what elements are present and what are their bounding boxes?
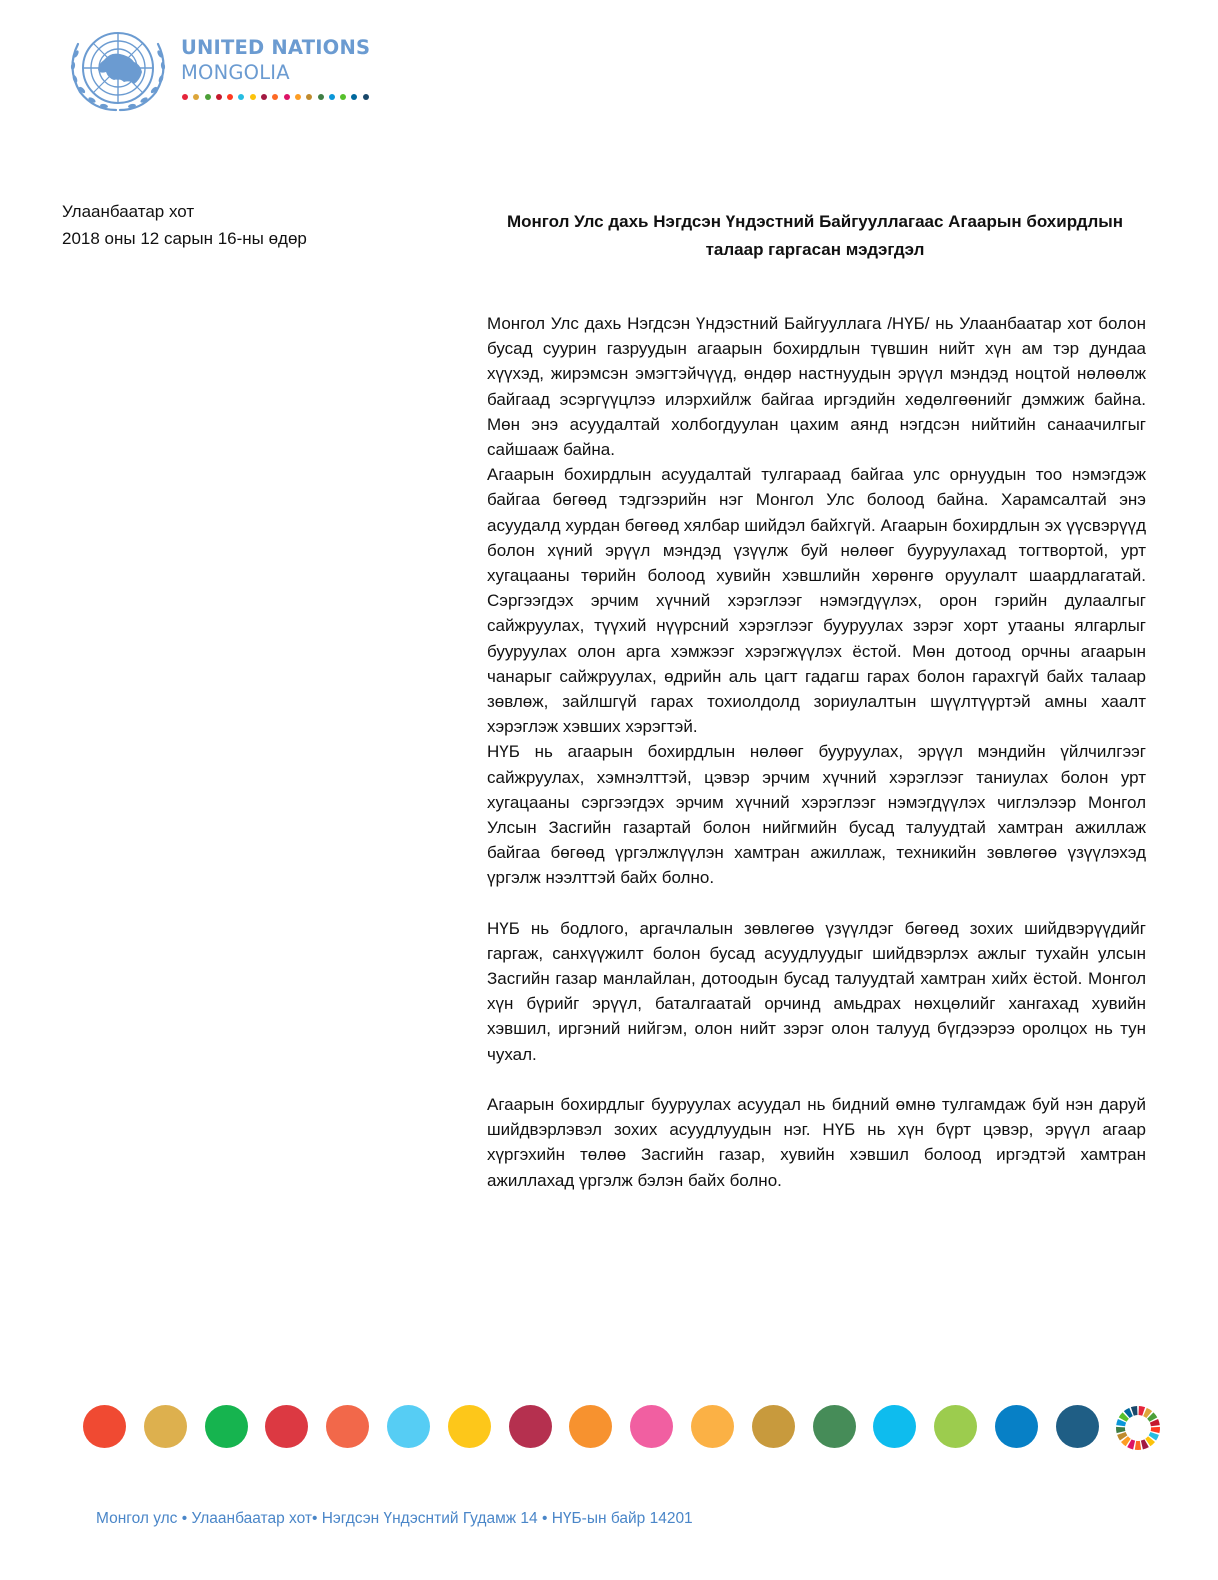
sdg-wheel-segment [1150,1427,1159,1433]
sdg-circles-row [83,1405,1173,1451]
sdg-circle [326,1405,369,1448]
paragraph-3: НҮБ нь агаарын бохирдлын нөлөөг бууруулах, эрүүл мэндийн үйлчилгээг сайжруулах, хэмнэлттэй, цэвэр эрчим хүчний хэрэглээг таниулах болон урт хугацааны сэргээгдэх эрчим хүчний хэрэглээг нэмэгдүүлэх чиглэлээр Монгол Улсын Засгийн газартай болон нийгмийн бусад талуудтай хамтран ажиллаж байгаа бөгөөд үргэлжлүүлэн хамтран ажиллаж, техникийн зөвлөгөө үзүүлэхэд үргэлж нээлттэй байх болно. [487,742,1146,888]
sdg-circle [265,1405,308,1448]
sdg-dot-small [193,94,199,100]
un-emblem-icon [64,24,172,116]
sdg-circle [205,1405,248,1448]
sdg-circle [752,1405,795,1448]
logo-title: UNITED NATIONS [181,36,371,59]
sdg-dot-small [182,94,188,100]
sdg-circle [509,1405,552,1448]
paragraph-2: Агаарын бохирдлын асуудалтай тулгараад байгаа улс орнуудын тоо нэмэгдэж байгаа бөгөөд тэдгээрийн нэг Монгол Улс болоод байна. Харамсалтай энэ асуудалд хурдан бөгөөд хялбар шийдэл байхгүй. Агаарын бохирдлын эх үүсвэрүүд болон хүний эрүүл мэндэд үзүүлж буй нөлөөг бууруулахад тогтвортой, урт хугацааны төрийн болоод хувийн хэвшлийн хөрөнгө оруулалт шаардлагатай. Сэргээгдэх эрчим хүчний хэрэглээг нэмэгдүүлэх, орон гэрийн дулаалгыг сайжруулах, түүхий нүүрсний хэрэглээг бууруулах зэрэг хорт утааны ялгарлыг бууруулах олон арга хэмжээг хэрэгжүүлэх ёстой. Мөн дотоод орчны агаарын чанарыг сайжруулах, өдрийн аль цагт гадагш гарах болон гарахгүй байх талаар зөвлөж, зайлшгүй гарах тохиолдолд зориулалтын шүүлтүүртэй амны хаалт хэрэглэж хэвших хэрэгтэй. [487,465,1146,737]
paragraph-1: Монгол Улс дахь Нэгдсэн Үндэстний Байгууллага /НҮБ/ нь Улаанбаатар хот болон бусад суурин газруудын агаарын бохирдлын түвшин нийт хүн ам тэр дундаа хүүхэд, жирэмсэн эмэгтэйчүүд, өндөр настнуудын эрүүл мэндэд ноцтой нөлөөлж байгаад эсэргүүцлээ илэрхийлж байгаа иргэдийн хөдөлгөөнийг дэмжиж байна. Мөн энэ асуудалтай холбогдуулан цахим аянд нэгдсэн нийтийн санаачилгыг сайшааж байна. [487,314,1146,460]
sdg-dot-small [351,94,357,100]
document-title [470,208,1160,264]
title-line-2: талаар гаргасан мэдэгдэл [705,240,925,259]
sdg-circle [448,1405,491,1448]
sdg-circle [1056,1405,1099,1448]
sdg-circle [934,1405,977,1448]
footer-address: Монгол улс • Улаанбаатар хот• Нэгдсэн Үндэснтий Гудамж 14 • НҮБ-ын байр 14201 [96,1510,693,1527]
date-label: 2018 оны 12 сарын 16-ны өдөр [62,229,307,248]
sdg-circle [995,1405,1038,1448]
sdg-wheel-segment [1116,1427,1125,1433]
sdg-dot-small [238,94,244,100]
sdg-circle [144,1405,187,1448]
sdg-circle [691,1405,734,1448]
sdg-circle [630,1405,673,1448]
paragraph-5: Агаарын бохирдлыг бууруулах асуудал нь бидний өмнө тулгамдаж буй нэн даруй шийдвэрлэвэл зохих асуудлуудын нэг. НҮБ нь хүн бүрт цэвэр, эрүүл агаар хүргэхийн төлөө Засгийн газар, хувийн хэвшил болоод иргэдтэй хамтран ажиллахад үргэлж бэлэн байх болно. [487,1094,1146,1190]
sdg-dot-small [216,94,222,100]
sdg-circle [387,1405,430,1448]
un-mongolia-logo [64,24,384,116]
sdg-dot-small [250,94,256,100]
sdg-color-dots [182,94,369,100]
sdg-circle [873,1405,916,1448]
sdg-dot-small [272,94,278,100]
sdg-circle [813,1405,856,1448]
sdg-dot-small [340,94,346,100]
sdg-dot-small [205,94,211,100]
sdg-dot-small [318,94,324,100]
place-date-block [62,198,307,252]
sdg-dot-small [284,94,290,100]
sdg-dot-small [329,94,335,100]
sdg-circle [569,1405,612,1448]
title-line-1: Монгол Улс дахь Нэгдсэн Үндэстний Байгууллагаас Агаарын бохирдлын [506,212,1124,231]
sdg-circle [83,1405,126,1448]
city-label: Улаанбаатар хот [62,202,195,221]
logo-subtitle: MONGOLIA [181,61,290,84]
sdg-dot-small [227,94,233,100]
sdg-dot-small [363,94,369,100]
paragraph-4: НҮБ нь бодлого, аргачлалын зөвлөгөө үзүүлдэг бөгөөд зохих шийдвэрүүдийг гаргаж, санхүүжилт болон бусад асуудлуудыг шийдвэрлэх ажлыг тухайн улсын Засгийн газар манлайлан, дотоодын бусад талуудтай хамтран хийх ёстой. Монгол хүн бүрийг эрүүл, баталгаатай орчинд амьдрах нөхцөлийг хангахад хувийн хэвшил, иргэний нийгэм, олон нийт зэрэг олон талууд бүгдээрээ оролцох нь тун чухал. [487,918,1146,1064]
sdg-wheel-icon [1115,1405,1161,1451]
sdg-dot-small [306,94,312,100]
sdg-dot-small [261,94,267,100]
document-body [487,311,1146,1193]
sdg-wheel-segment [1134,1441,1140,1450]
sdg-dot-small [295,94,301,100]
